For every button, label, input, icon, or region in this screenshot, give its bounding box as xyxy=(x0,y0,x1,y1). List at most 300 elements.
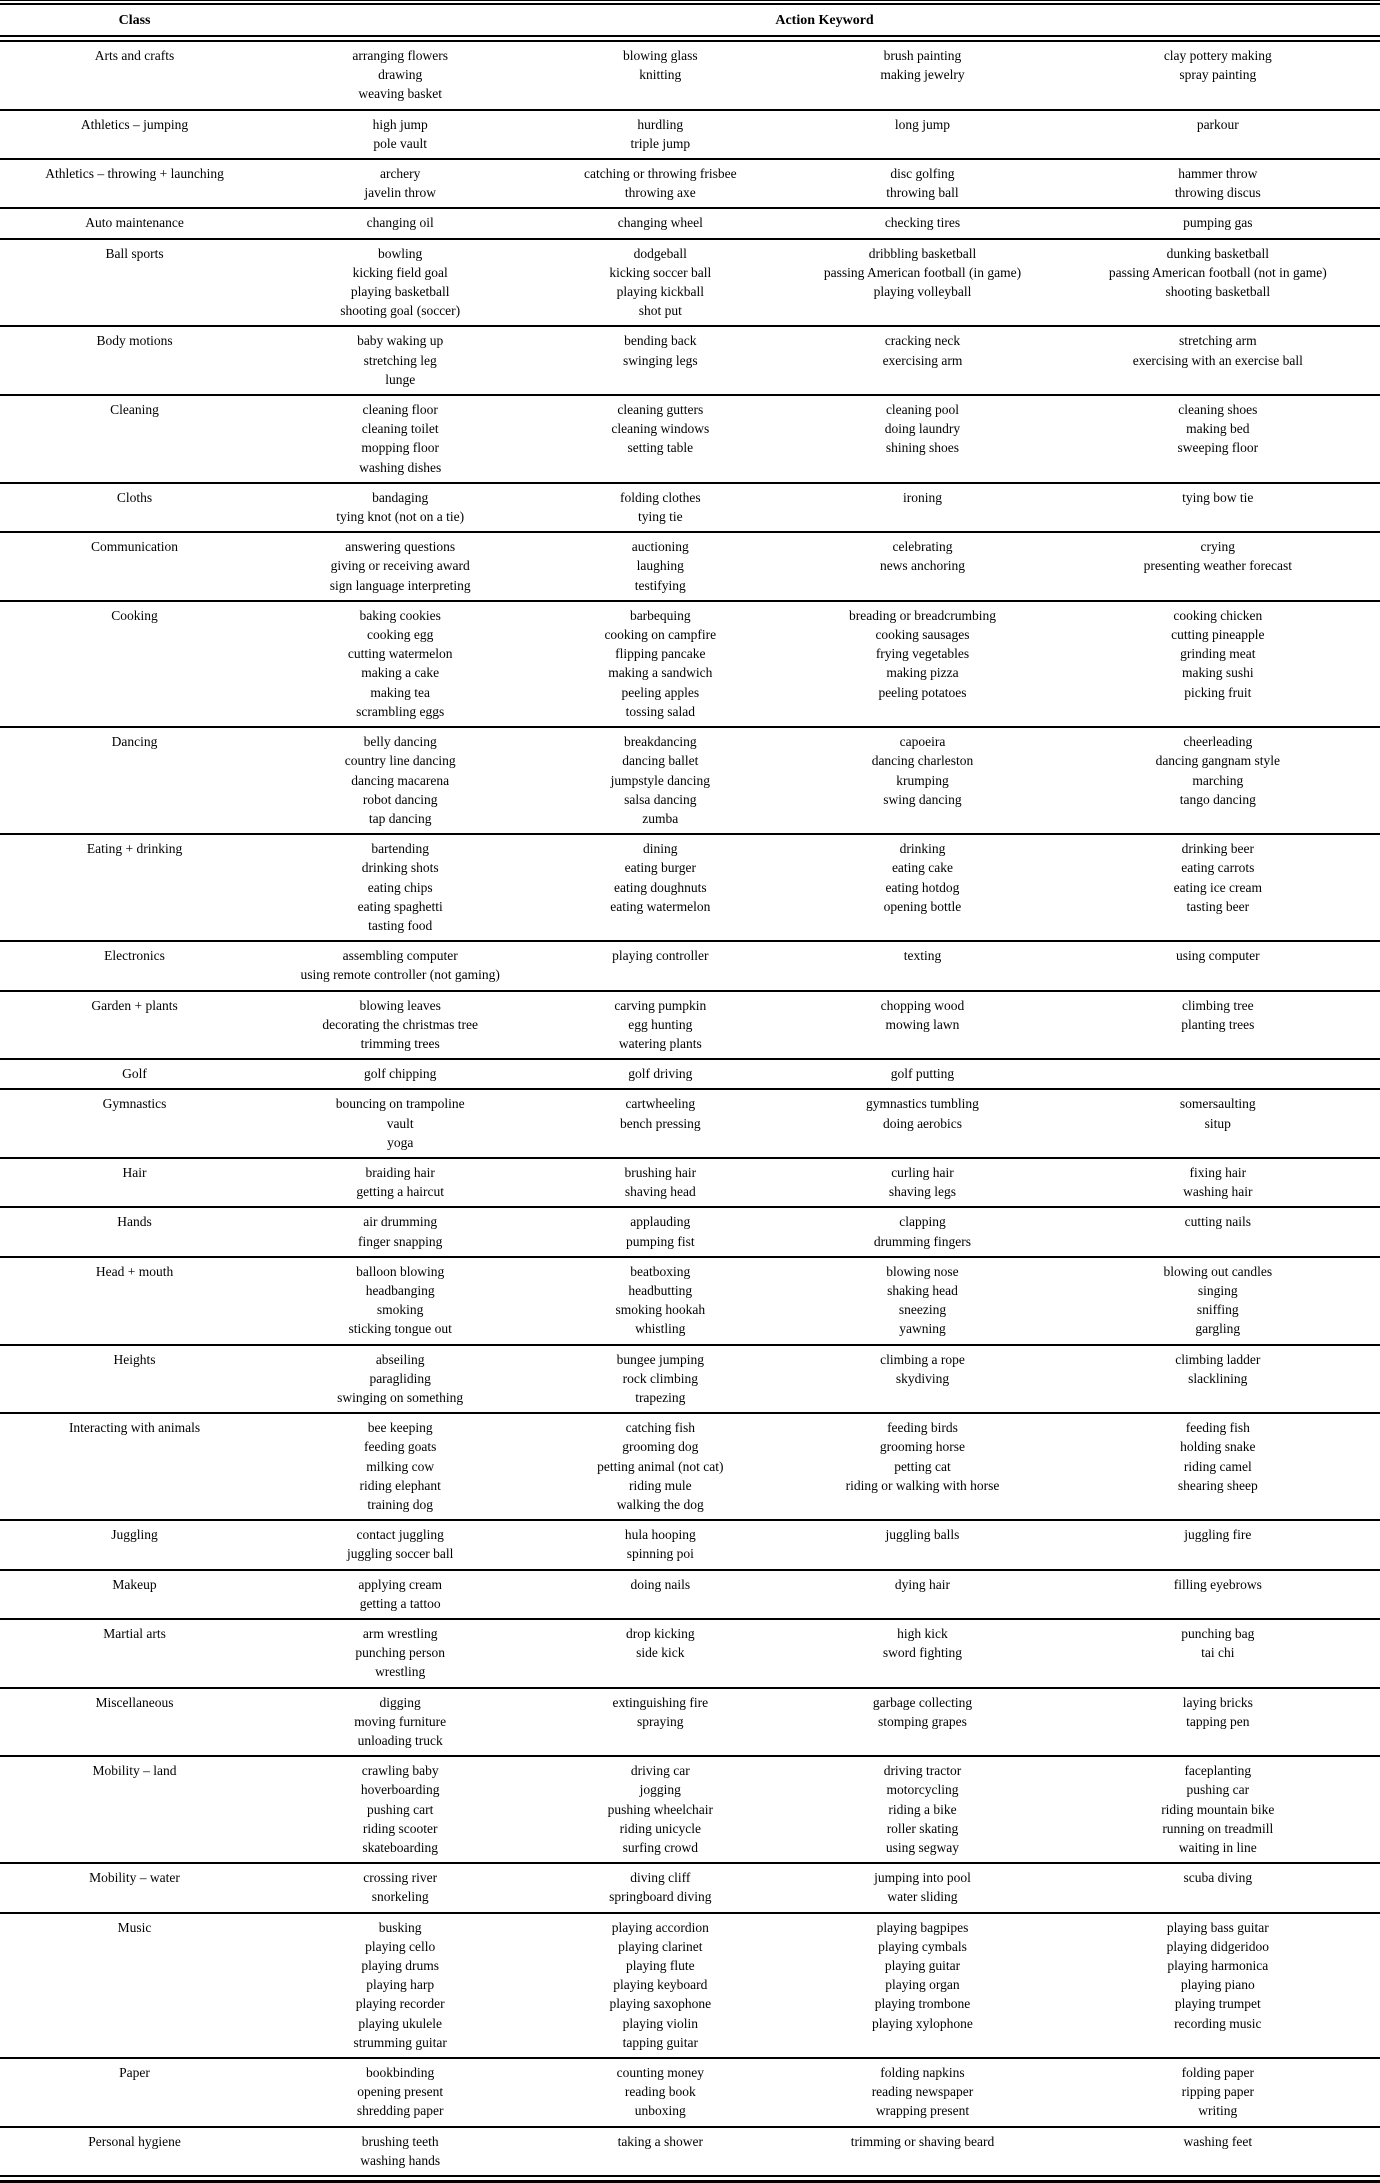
keyword-item: balloon blowing xyxy=(356,1263,445,1279)
keyword-item: cutting pineapple xyxy=(1171,627,1265,643)
keyword-item: bouncing on trampoline xyxy=(335,1096,465,1112)
keyword-item: making jewelry xyxy=(880,67,965,83)
class-label: Music xyxy=(117,1919,152,1935)
keyword-cell xyxy=(269,1525,531,1563)
class-label: Heights xyxy=(113,1351,156,1367)
keyword-item: brushing hair xyxy=(624,1164,697,1180)
keyword-item: barbequing xyxy=(629,607,691,623)
keyword-item: playing organ xyxy=(885,1977,960,1993)
class-label: Auto maintenance xyxy=(85,215,184,231)
keyword-item: motorcycling xyxy=(886,1782,959,1798)
keyword-cell xyxy=(1056,839,1380,916)
keyword-item: changing oil xyxy=(366,215,434,231)
keyword-item: making tea xyxy=(370,684,430,700)
class-cell xyxy=(0,2063,269,2082)
keyword-cell xyxy=(531,400,789,458)
keyword-item: laughing xyxy=(636,558,684,574)
keyword-item: bending back xyxy=(624,333,697,349)
keyword-cell xyxy=(1056,606,1380,702)
keyword-item: planting trees xyxy=(1181,1016,1255,1032)
class-cell xyxy=(0,331,269,350)
keyword-item: playing flute xyxy=(626,1958,695,1974)
keyword-item: pushing car xyxy=(1186,1782,1250,1798)
keyword-item: crossing river xyxy=(363,1870,438,1886)
keyword-item: doing aerobics xyxy=(882,1115,963,1131)
keyword-item: golf driving xyxy=(628,1066,693,1082)
keyword-item: making a cake xyxy=(361,665,440,681)
keyword-cell xyxy=(789,1163,1055,1201)
keyword-cell xyxy=(1056,164,1380,202)
keyword-item: robot dancing xyxy=(362,791,438,807)
keyword-item: laying bricks xyxy=(1182,1694,1253,1710)
keyword-item: playing clarinet xyxy=(618,1938,703,1954)
keyword-cell xyxy=(789,115,1055,134)
keyword-item: cutting watermelon xyxy=(347,646,453,662)
keyword-item: sword fighting xyxy=(882,1645,963,1661)
keyword-item: finger snapping xyxy=(358,1233,443,1249)
keyword-cell xyxy=(789,1094,1055,1132)
keyword-item: stretching leg xyxy=(363,352,437,368)
keyword-cell xyxy=(531,331,789,369)
keyword-item: eating spaghetti xyxy=(357,898,443,914)
keyword-cell xyxy=(531,244,789,321)
keyword-item: assembling computer xyxy=(342,948,458,964)
keyword-item: unloading truck xyxy=(357,1733,443,1749)
keyword-cell xyxy=(531,1094,789,1132)
keyword-item: riding scooter xyxy=(362,1820,438,1836)
keyword-item: filling eyebrows xyxy=(1173,1576,1262,1592)
keyword-item: exercising with an exercise ball xyxy=(1132,352,1303,368)
keyword-item: reading book xyxy=(624,2084,696,2100)
keyword-item: driving car xyxy=(630,1763,690,1779)
keyword-item: situp xyxy=(1204,1115,1231,1131)
keyword-item: swinging legs xyxy=(622,352,698,368)
keyword-item: golf chipping xyxy=(364,1066,437,1082)
keyword-item: country line dancing xyxy=(344,753,456,769)
keyword-cell xyxy=(789,1918,1055,2033)
keyword-item: diving cliff xyxy=(630,1870,691,1886)
keyword-item: blowing nose xyxy=(886,1263,959,1279)
keyword-cell xyxy=(1056,1575,1380,1594)
keyword-item: cleaning pool xyxy=(885,402,960,418)
keyword-item: playing ukulele xyxy=(358,2015,442,2031)
keyword-item: passing American football (in game) xyxy=(823,264,1022,280)
table-row xyxy=(0,1569,1380,1618)
keyword-cell xyxy=(531,1212,789,1250)
keyword-cell xyxy=(789,1693,1055,1731)
keyword-item: playing xylophone xyxy=(872,2015,973,2031)
table-row xyxy=(0,1058,1380,1088)
table-row xyxy=(0,1088,1380,1157)
keyword-item: picking fruit xyxy=(1184,684,1252,700)
class-label: Makeup xyxy=(112,1576,157,1592)
keyword-cell xyxy=(269,537,531,595)
table-row xyxy=(0,726,1380,833)
keyword-item: bungee jumping xyxy=(616,1351,704,1367)
keyword-item: driving tractor xyxy=(883,1763,962,1779)
keyword-cell xyxy=(531,1575,789,1594)
keyword-item: riding mountain bike xyxy=(1161,1801,1275,1817)
keyword-item: throwing axe xyxy=(624,185,696,201)
keyword-cell xyxy=(269,1693,531,1751)
keyword-item: dancing macarena xyxy=(351,772,450,788)
class-cell xyxy=(0,400,269,419)
keyword-item: sign language interpreting xyxy=(329,577,471,593)
table-row xyxy=(0,207,1380,237)
class-label: Juggling xyxy=(111,1527,158,1543)
keyword-item: playing keyboard xyxy=(613,1977,708,1993)
keyword-cell xyxy=(269,996,531,1054)
keyword-item: auctioning xyxy=(631,539,689,555)
keyword-item: singing xyxy=(1197,1282,1238,1298)
keyword-item: walking the dog xyxy=(616,1497,704,1512)
class-cell xyxy=(0,1163,269,1182)
keyword-cell xyxy=(789,732,1055,809)
keyword-item: presenting weather forecast xyxy=(1143,558,1293,574)
class-cell xyxy=(0,1693,269,1712)
class-label: Electronics xyxy=(104,948,165,964)
keyword-item: jumping into pool xyxy=(874,1870,971,1886)
table-row xyxy=(0,1157,1380,1206)
keyword-item: pumping gas xyxy=(1183,215,1253,231)
keyword-cell xyxy=(1056,1212,1380,1231)
class-cell xyxy=(0,1418,269,1437)
table-row xyxy=(0,238,1380,326)
table-row xyxy=(0,1755,1380,1862)
keyword-cell xyxy=(531,2063,789,2121)
keyword-item: shooting goal (soccer) xyxy=(340,303,461,319)
class-cell xyxy=(0,1761,269,1780)
keyword-cell xyxy=(789,1575,1055,1594)
table-row xyxy=(0,1618,1380,1687)
keyword-item: watering plants xyxy=(618,1035,702,1051)
keyword-cell xyxy=(269,244,531,321)
keyword-item: using segway xyxy=(885,1840,960,1856)
keyword-item: tapping pen xyxy=(1186,1713,1250,1729)
class-label: Body motions xyxy=(96,333,173,349)
keyword-item: bookbinding xyxy=(366,2065,435,2081)
keyword-item: waiting in line xyxy=(1178,1840,1257,1856)
keyword-item: riding unicycle xyxy=(619,1820,701,1836)
keyword-item: feeding fish xyxy=(1185,1420,1250,1436)
keyword-item: blowing leaves xyxy=(359,997,441,1013)
keyword-cell xyxy=(1056,1350,1380,1388)
keyword-item: bandaging xyxy=(372,489,429,505)
class-label: Cleaning xyxy=(110,402,159,418)
keyword-item: juggling soccer ball xyxy=(346,1546,454,1562)
keyword-item: punching person xyxy=(355,1645,445,1661)
class-cell xyxy=(0,839,269,858)
keyword-item: wrestling xyxy=(375,1664,426,1680)
keyword-cell xyxy=(789,606,1055,702)
keyword-cell xyxy=(531,46,789,84)
keyword-cell xyxy=(269,1262,531,1339)
keyword-item: catching fish xyxy=(625,1420,695,1436)
keyword-cell xyxy=(531,1350,789,1408)
keyword-cell xyxy=(269,2132,531,2170)
keyword-item: folding napkins xyxy=(880,2065,965,2081)
keyword-item: playing basketball xyxy=(350,284,450,300)
keyword-item: spraying xyxy=(637,1713,684,1729)
keyword-item: riding elephant xyxy=(359,1477,441,1493)
keyword-item: breading or breadcrumbing xyxy=(849,607,996,623)
table-header-row xyxy=(0,5,1380,35)
class-label: Athletics – throwing + launching xyxy=(45,166,224,182)
keyword-cell xyxy=(269,1418,531,1514)
class-label: Dancing xyxy=(111,734,158,750)
keyword-item: tasting beer xyxy=(1186,898,1250,914)
keyword-item: blowing glass xyxy=(622,48,698,63)
keyword-item: washing hands xyxy=(360,2152,441,2168)
keyword-item: tasting food xyxy=(368,917,433,933)
class-cell xyxy=(0,1918,269,1937)
keyword-item: punching bag xyxy=(1181,1626,1255,1642)
table-row xyxy=(0,109,1380,158)
keyword-item: folding paper xyxy=(1181,2065,1254,2081)
keyword-item: feeding goats xyxy=(364,1439,437,1455)
keyword-cell xyxy=(1056,488,1380,507)
class-cell xyxy=(0,115,269,134)
keyword-item: sticking tongue out xyxy=(348,1321,452,1337)
keyword-item: trimming or shaving beard xyxy=(850,2133,995,2149)
table-row xyxy=(0,2057,1380,2126)
class-cell xyxy=(0,537,269,556)
table-row xyxy=(0,940,1380,989)
keyword-item: strumming guitar xyxy=(353,2034,447,2050)
class-cell xyxy=(0,1094,269,1113)
keyword-item: unboxing xyxy=(634,2103,686,2119)
keyword-item: playing cymbals xyxy=(878,1938,967,1954)
keyword-item: running on treadmill xyxy=(1162,1820,1274,1836)
keyword-item: slacklining xyxy=(1188,1370,1248,1386)
keyword-item: eating carrots xyxy=(1181,860,1255,876)
keyword-cell xyxy=(269,1350,531,1408)
keyword-item: garbage collecting xyxy=(872,1694,973,1710)
keyword-item: cleaning gutters xyxy=(617,402,704,418)
keyword-item: triple jump xyxy=(630,135,691,151)
keyword-cell xyxy=(269,1868,531,1906)
keyword-item: contact juggling xyxy=(356,1527,444,1543)
keyword-item: bartending xyxy=(371,841,430,857)
keyword-item: parkour xyxy=(1196,116,1239,132)
class-cell xyxy=(0,946,269,965)
keyword-item: weaving basket xyxy=(358,86,442,102)
keyword-cell xyxy=(531,1262,789,1339)
keyword-item: grinding meat xyxy=(1180,646,1256,662)
keyword-cell xyxy=(269,1918,531,2052)
keyword-cell xyxy=(269,1624,531,1682)
keyword-cell xyxy=(1056,331,1380,369)
keyword-cell xyxy=(269,839,531,935)
keyword-item: washing feet xyxy=(1183,2133,1253,2149)
keyword-cell xyxy=(789,996,1055,1034)
keyword-item: faceplanting xyxy=(1184,1763,1252,1779)
keyword-cell xyxy=(1056,1624,1380,1662)
keyword-item: playing trumpet xyxy=(1174,1996,1261,2012)
class-cell xyxy=(0,2132,269,2151)
keyword-item: disc golfing xyxy=(890,166,955,182)
keyword-item: feeding birds xyxy=(887,1420,958,1436)
keyword-cell xyxy=(1056,115,1380,134)
keyword-item: marching xyxy=(1192,772,1244,788)
keyword-item: trapezing xyxy=(635,1389,686,1405)
keyword-item: spray painting xyxy=(1179,67,1257,83)
keyword-item: dribbling basketball xyxy=(868,245,977,261)
keyword-cell xyxy=(1056,2063,1380,2121)
keyword-item: petting cat xyxy=(894,1458,951,1474)
keyword-cell xyxy=(789,164,1055,202)
keyword-item: cooking egg xyxy=(367,627,434,643)
class-cell xyxy=(0,1350,269,1369)
class-cell xyxy=(0,213,269,232)
keyword-item: swing dancing xyxy=(883,791,962,807)
keyword-item: clapping xyxy=(899,1214,946,1230)
class-label: Cloths xyxy=(116,489,153,505)
keyword-item: sniffing xyxy=(1196,1302,1239,1318)
keyword-cell xyxy=(269,1064,531,1083)
keyword-item: air drumming xyxy=(363,1214,438,1230)
keyword-item: bee keeping xyxy=(367,1420,433,1436)
keyword-cell xyxy=(789,537,1055,575)
keyword-cell xyxy=(269,1575,531,1613)
keyword-item: playing trombone xyxy=(874,1996,971,2012)
keyword-item: clay pottery making xyxy=(1163,48,1272,63)
keyword-item: mowing lawn xyxy=(885,1016,960,1032)
keyword-item: applauding xyxy=(630,1214,691,1230)
keyword-item: eating cake xyxy=(891,860,954,876)
table-row xyxy=(0,1344,1380,1413)
class-label: Garden + plants xyxy=(91,997,178,1013)
keyword-item: egg hunting xyxy=(628,1016,693,1032)
keyword-cell xyxy=(531,213,789,232)
keyword-cell xyxy=(789,1418,1055,1495)
keyword-cell xyxy=(269,46,531,104)
keyword-item: shot put xyxy=(638,303,682,319)
keyword-item: grooming horse xyxy=(879,1439,966,1455)
keyword-item: krumping xyxy=(896,772,949,788)
action-keyword-column-header: Action Keyword xyxy=(775,13,874,28)
class-label: Mobility – water xyxy=(89,1870,180,1886)
keyword-cell xyxy=(531,1693,789,1731)
keyword-item: pumping fist xyxy=(625,1233,695,1249)
keyword-item: playing volleyball xyxy=(873,284,972,300)
keyword-item: wrapping present xyxy=(875,2103,970,2119)
keyword-item: somersaulting xyxy=(1179,1096,1256,1112)
keyword-item: climbing a rope xyxy=(880,1351,965,1367)
class-cell xyxy=(0,732,269,751)
class-label: Paper xyxy=(119,2065,150,2081)
keyword-item: riding mule xyxy=(628,1477,692,1493)
keyword-item: high jump xyxy=(372,116,428,132)
keyword-cell xyxy=(789,488,1055,507)
keyword-item: using computer xyxy=(1175,948,1260,964)
keyword-item: digging xyxy=(379,1694,421,1710)
keyword-cell xyxy=(789,1212,1055,1250)
keyword-item: eating ice cream xyxy=(1173,879,1263,895)
keyword-item: juggling fire xyxy=(1184,1527,1252,1543)
keyword-item: scuba diving xyxy=(1183,1870,1253,1886)
keyword-item: crawling baby xyxy=(361,1763,439,1779)
keyword-item: climbing ladder xyxy=(1175,1351,1261,1367)
keyword-cell xyxy=(531,537,789,595)
class-label: Arts and crafts xyxy=(94,48,175,63)
class-cell xyxy=(0,164,269,183)
keyword-cell xyxy=(269,2063,531,2121)
keyword-item: playing harmonica xyxy=(1167,1958,1269,1974)
keyword-item: archery xyxy=(379,166,421,182)
keyword-item: drinking beer xyxy=(1181,841,1254,857)
keyword-item: petting animal (not cat) xyxy=(597,1458,724,1474)
keyword-cell xyxy=(531,1525,789,1563)
keyword-cell xyxy=(269,213,531,232)
keyword-item: tapping guitar xyxy=(622,2034,698,2050)
class-cell xyxy=(0,996,269,1015)
keyword-item: eating chips xyxy=(367,879,433,895)
keyword-item: dining xyxy=(643,841,678,857)
keyword-cell xyxy=(789,1761,1055,1857)
keyword-item: holding snake xyxy=(1180,1439,1256,1455)
keyword-item: dodgeball xyxy=(633,245,687,261)
class-label: Mobility – land xyxy=(92,1763,177,1779)
keyword-item: cooking sausages xyxy=(875,627,970,643)
table-row xyxy=(0,1519,1380,1568)
keyword-item: shining shoes xyxy=(885,440,960,456)
keyword-cell xyxy=(269,732,531,828)
keyword-item: curling hair xyxy=(891,1164,954,1180)
keyword-item: rock climbing xyxy=(622,1370,698,1386)
keyword-item: eating watermelon xyxy=(610,898,711,914)
keyword-cell xyxy=(269,946,531,984)
table-row xyxy=(0,1862,1380,1911)
keyword-item: exercising arm xyxy=(882,352,963,368)
class-label: Golf xyxy=(122,1066,147,1082)
class-cell xyxy=(0,1575,269,1594)
table-row xyxy=(0,325,1380,394)
keyword-item: jumpstyle dancing xyxy=(610,772,710,788)
keyword-item: playing accordion xyxy=(611,1919,709,1935)
keyword-item: ripping paper xyxy=(1181,2084,1254,2100)
keyword-item: grooming dog xyxy=(622,1439,699,1455)
table-row xyxy=(0,482,1380,531)
keyword-cell xyxy=(1056,1918,1380,2033)
class-label: Interacting with animals xyxy=(68,1420,201,1436)
keyword-item: headbanging xyxy=(365,1282,435,1298)
keyword-cell xyxy=(1056,400,1380,458)
table-row xyxy=(0,1412,1380,1519)
keyword-item: gymnastics tumbling xyxy=(866,1096,979,1112)
keyword-item: zumba xyxy=(642,810,679,826)
class-label: Ball sports xyxy=(105,245,164,261)
keyword-cell xyxy=(789,46,1055,84)
class-label: Communication xyxy=(91,539,179,555)
keyword-cell xyxy=(789,1064,1055,1083)
keyword-cell xyxy=(531,1163,789,1201)
class-label: Hands xyxy=(117,1214,152,1230)
keyword-item: bench pressing xyxy=(620,1115,701,1131)
keyword-item: riding or walking with horse xyxy=(845,1477,1000,1493)
class-label: Martial arts xyxy=(103,1626,166,1642)
keyword-cell xyxy=(269,1094,531,1152)
keyword-cell xyxy=(789,2132,1055,2151)
table-row xyxy=(0,42,1380,109)
table-row xyxy=(0,833,1380,940)
class-label: Eating + drinking xyxy=(86,841,183,857)
class-label: Head + mouth xyxy=(95,1263,174,1279)
class-cell xyxy=(0,1212,269,1231)
keyword-item: milking cow xyxy=(366,1458,435,1474)
class-label: Cooking xyxy=(111,607,158,623)
keyword-item: drinking xyxy=(899,841,946,857)
